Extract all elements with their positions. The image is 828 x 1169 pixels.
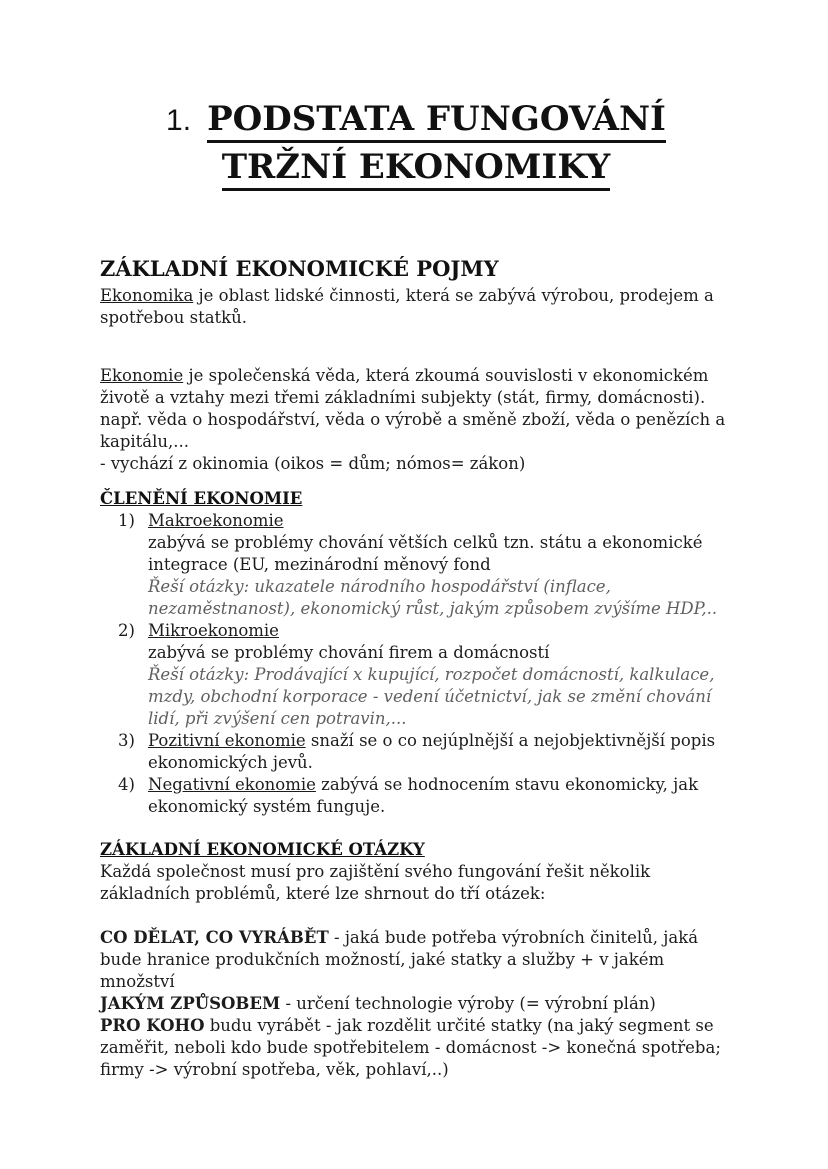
question-term: PRO KOHO	[100, 1016, 205, 1035]
basic-questions-block	[100, 927, 732, 1081]
list-number: 1)	[118, 511, 135, 530]
term-pozitivni-ekonomie: Pozitivní ekonomie	[148, 731, 306, 750]
term-ekonomika: Ekonomika	[100, 286, 194, 305]
economy-types-list	[100, 510, 732, 818]
document-content	[100, 0, 732, 1081]
text-ekonomie: je společenská věda, která zkoumá souvislosti v ekonomickém životě a vztahy mezi třemi základními subjekty (stát, firmy, domácnosti).	[100, 366, 709, 407]
note-makroekonomie: Řeší otázky: ukazatele národního hospodářství (inflace, nezaměstnanost), ekonomický růst, jakým způsobem zvýšíme HDP,..	[148, 577, 718, 618]
paragraph-otazky-intro: Každá společnost musí pro zajištění svého fungování řešit několik základních problémů, které lze shrnout do tří otázek:	[100, 862, 651, 903]
text-pozitivni-ekonomie: snaží se o co nejúplnější a nejobjektivnější popis ekonomických jevů.	[148, 731, 716, 772]
list-number: 3)	[118, 731, 135, 750]
chapter-title-text-1: PODSTATA FUNGOVÁNÍ	[207, 99, 666, 143]
term-makroekonomie: Makroekonomie	[148, 511, 284, 530]
question-text: - jaká bude potřeba výrobních činitelů, jaká bude hranice produkčních možností, jaké statky a služby + v jakém množství	[100, 928, 699, 991]
note-ekonomie-origin: - vychází z okinomia (oikos = dům; nómos= zákon)	[100, 454, 526, 473]
list-item-body	[148, 774, 732, 818]
list-item-pozitivni-ekonomie	[100, 730, 732, 774]
desc-mikroekonomie: zabývá se problémy chování firem a domácností	[148, 643, 550, 662]
question-term: JAKÝM ZPŮSOBEM	[100, 994, 281, 1013]
list-item-makroekonomie	[100, 510, 732, 620]
question-co-delat	[100, 927, 732, 993]
desc-makroekonomie: zabývá se problémy chování větších celků tzn. státu a ekonomické integrace (EU, mezinárodní měnový fond	[148, 533, 703, 574]
list-number: 4)	[118, 775, 135, 794]
list-item-negativni-ekonomie	[100, 774, 732, 818]
list-item-body	[148, 730, 732, 774]
question-text: - určení technologie výroby (= výrobní plán)	[280, 994, 656, 1013]
list-item-body	[148, 620, 732, 730]
question-text: budu vyrábět - jak rozdělit určité statky (na jaký segment se zaměřit, neboli kdo bude spotřebitelem - domácnost -> konečná spotřeba; firmy -> výrobní spotřeba, věk, pohlaví,..)	[100, 1016, 721, 1079]
term-mikroekonomie: Mikroekonomie	[148, 621, 279, 640]
text-ekonomika: je oblast lidské činnosti, která se zabývá výrobou, prodejem a spotřebou statků.	[100, 286, 714, 327]
chapter-number: 1.	[166, 104, 192, 137]
question-term: CO DĚLAT, CO VYRÁBĚT	[100, 928, 329, 947]
section-heading-cleneni: ČLENĚNÍ EKONOMIE	[100, 489, 303, 508]
chapter-title-text-2: TRŽNÍ EKONOMIKY	[222, 147, 611, 191]
paragraph-ekonomika	[100, 285, 732, 329]
chapter-title	[100, 96, 732, 191]
note-mikroekonomie: Řeší otázky: Prodávající x kupující, rozpočet domácností, kalkulace, mzdy, obchodní korporace - vedení účetnictví, jak se změní chování lidí, při zvýšení cen potravin,...	[148, 665, 715, 728]
list-item-body	[148, 510, 732, 620]
term-negativni-ekonomie: Negativní ekonomie	[148, 775, 316, 794]
section-heading-pojmy: ZÁKLADNÍ EKONOMICKÉ POJMY	[100, 256, 499, 281]
chapter-title-line-1	[100, 96, 732, 144]
note-ekonomie-examples: např. věda o hospodářství, věda o výrobě a směně zboží, věda o penězích a kapitálu,...	[100, 410, 726, 451]
question-jakym-zpusobem	[100, 993, 732, 1015]
paragraph-ekonomie	[100, 365, 732, 409]
term-ekonomie: Ekonomie	[100, 366, 184, 385]
list-item-mikroekonomie	[100, 620, 732, 730]
text-negativni-ekonomie: zabývá se hodnocením stavu ekonomicky, jak ekonomický systém funguje.	[148, 775, 699, 816]
section-heading-otazky: ZÁKLADNÍ EKONOMICKÉ OTÁZKY	[100, 840, 425, 859]
question-pro-koho	[100, 1015, 732, 1081]
list-number: 2)	[118, 621, 135, 640]
chapter-title-line-2	[100, 144, 732, 191]
